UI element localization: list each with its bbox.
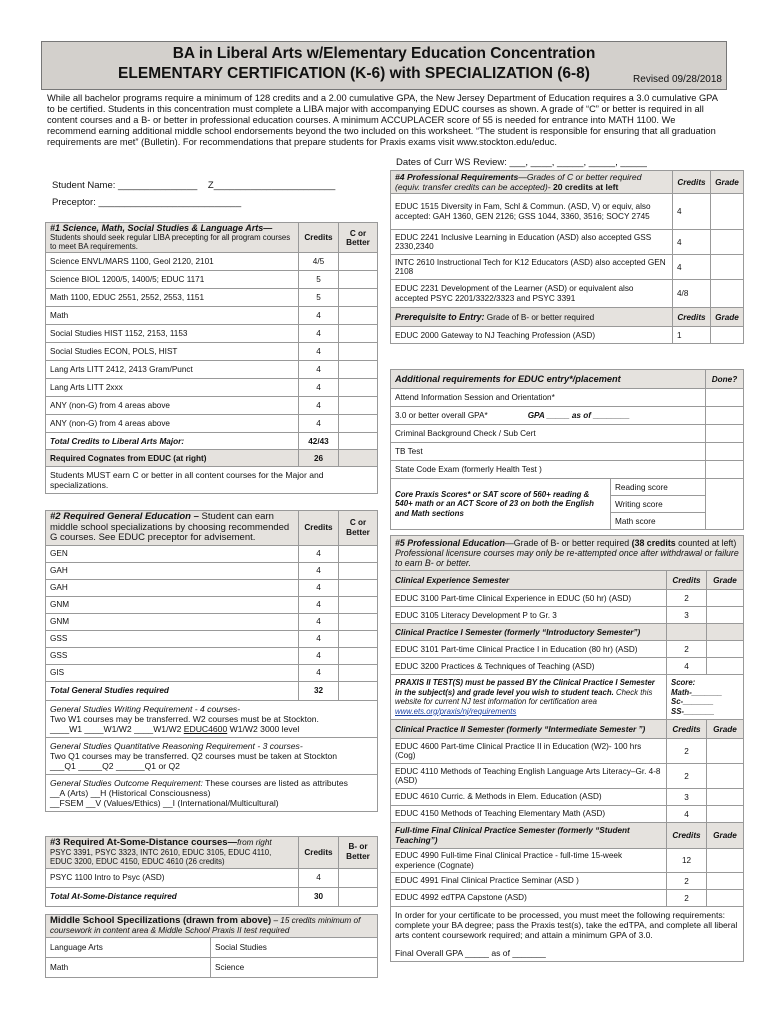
course-name: Lang Arts LITT 2xxx [46, 379, 299, 397]
s1-cognates: 26 [299, 450, 339, 467]
table-row [391, 607, 744, 624]
course-name: GIS [46, 664, 299, 681]
course-name: EDUC 3100 Part-time Clinical Experience in EDUC (50 hr) (ASD) [391, 590, 667, 607]
praxis2-note: PRAXIS II TEST(S) must be passed BY the Clinical Practice I Semester in the subject(s) and grade level you wish to student teach. Check this website for current NJ test information for certification area www.ets.org/praxis/nj/requirements [391, 675, 667, 720]
review-dates: Dates of Curr WS Review: ___, ____, _____, _____, _____ [396, 157, 647, 168]
s1-total: 42/43 [299, 433, 339, 450]
ces-credits-header: Credits [667, 571, 707, 590]
course-credits: 4 [299, 647, 339, 664]
cp2-credits-header: Credits [667, 720, 707, 739]
s3-course: PSYC 1100 Intro to Psyc (ASD) [46, 868, 299, 887]
course-credits: 2 [667, 764, 707, 789]
course-credits: 2 [667, 641, 707, 658]
table-row [391, 658, 744, 675]
grade-cell[interactable] [339, 681, 378, 700]
course-name: GSS [46, 630, 299, 647]
grade-cell[interactable] [707, 607, 744, 624]
s2-credits-header: Credits [299, 511, 339, 546]
course-name: ANY (non-G) from 4 areas above [46, 397, 299, 415]
praxis-link[interactable]: www.ets.org/praxis/nj/requirements [395, 706, 517, 716]
course-name: GEN [46, 545, 299, 562]
done-cell[interactable] [706, 479, 744, 530]
praxis-core: Core Praxis Scores* or SAT score of 560+ reading & 540+ math or an ACT Score of 23 on both the English and Math sections [391, 479, 611, 530]
course-credits: 4 [299, 361, 339, 379]
table-row [46, 630, 378, 647]
table-row [46, 596, 378, 613]
section1-table [45, 222, 378, 494]
course-credits: 4 [673, 230, 711, 255]
done-cell[interactable] [706, 461, 744, 479]
ft-credits-header: Credits [667, 823, 707, 849]
math-score[interactable]: Math score [611, 513, 706, 530]
course-credits: 12 [667, 849, 707, 873]
table-row [46, 415, 378, 433]
add-tb-test: TB Test [391, 443, 706, 461]
section4-table [390, 170, 744, 344]
course-credits: 2 [667, 873, 707, 890]
course-name: Math [46, 307, 299, 325]
course-name: EDUC 2231 Development of the Learner (ASD) or equivalent also accepted PSYC 2201/3322/3323 and PSYC 3391 [391, 280, 673, 308]
s1-cognates-label: Required Cognates from EDUC (at right) [46, 450, 299, 467]
s1-note: Students MUST earn C or better in all content courses for the Major and specializations. [46, 467, 378, 494]
course-name: EDUC 3200 Practices & Techniques of Teaching (ASD) [391, 658, 667, 675]
course-credits: 3 [667, 607, 707, 624]
done-cell[interactable] [706, 389, 744, 407]
table-row [391, 806, 744, 823]
course-name: GNM [46, 613, 299, 630]
grade-cell[interactable] [707, 764, 744, 789]
course-credits: 4 [299, 397, 339, 415]
table-row [391, 739, 744, 764]
course-credits: 4 [667, 806, 707, 823]
grade-cell[interactable] [707, 789, 744, 806]
ms-science: Science [211, 958, 378, 978]
course-name: Science BIOL 1200/5, 1400/5; EDUC 1171 [46, 271, 299, 289]
middle-school-table [45, 914, 378, 978]
final-gpa[interactable]: Final Overall GPA _____ as of _______ [395, 948, 546, 958]
course-credits: 4 [299, 379, 339, 397]
praxis2-scores: Score: Math-_______ Sc-_______ SS-_______ [667, 675, 744, 720]
table-row [46, 271, 378, 289]
final-note: In order for your certificate to be processed, you must meet the following requirements: complete your BA degree; pass the Praxis test(s), take the edTPA, and complete all liberal arts content coursework required; and attain a minimum GPA of 3.0. Final Overall GPA _____ as of _______ [391, 907, 744, 962]
course-credits: 4 [673, 194, 711, 230]
course-name: GNM [46, 596, 299, 613]
course-credits: 4 [299, 613, 339, 630]
grade-cell[interactable] [707, 590, 744, 607]
grade-cell[interactable] [339, 613, 378, 630]
course-name: EDUC 3101 Part-time Clinical Practice I in Education (80 hr) (ASD) [391, 641, 667, 658]
course-name: EDUC 4990 Full-time Final Clinical Practice - full-time 15-week experience (Cognate) [391, 849, 667, 873]
course-name: EDUC 4991 Final Clinical Practice Seminar (ASD ) [391, 873, 667, 890]
course-credits: 3 [667, 789, 707, 806]
course-credits: 2 [667, 890, 707, 907]
table-row [46, 613, 378, 630]
grade-cell[interactable] [339, 379, 378, 397]
additional-req-table [390, 369, 744, 530]
grade-cell[interactable] [707, 641, 744, 658]
s3-credits-header: Credits [299, 837, 339, 869]
s3-credits: 4 [299, 868, 339, 887]
course-credits: 4 [299, 596, 339, 613]
cp1-header: Clinical Practice I Semester (formerly “Introductory Semester”) [391, 624, 667, 641]
grade-cell[interactable] [711, 327, 744, 344]
page-subtitle: ELEMENTARY CERTIFICATION (K-6) with SPECIALIZATION (6-8) [118, 65, 590, 82]
s4-credits-header: Credits [673, 171, 711, 194]
table-row [391, 641, 744, 658]
grade-cell[interactable] [339, 325, 378, 343]
course-name: ANY (non-G) from 4 areas above [46, 415, 299, 433]
grade-cell[interactable] [339, 433, 378, 450]
ces-grade-header: Grade [707, 571, 744, 590]
course-credits: 4 [299, 307, 339, 325]
s5-header: #5 Professional Education—Grade of B- or better required (38 credits counted at left) Professional licensure courses may only be re-attempted once after withdrawal or failure to earn B- or better. [391, 536, 744, 571]
ft-header: Full-time Final Clinical Practice Semester (formerly “Student Teaching”) [391, 823, 667, 849]
grade-cell[interactable] [339, 397, 378, 415]
s2-total: 32 [299, 681, 339, 700]
course-credits: 4 [299, 343, 339, 361]
grade-cell[interactable] [339, 868, 378, 887]
table-row [46, 647, 378, 664]
course-credits: 4 [299, 562, 339, 579]
intro-paragraph: While all bachelor programs require a minimum of 128 credits and a 2.00 cumulative GPA, the New Jersey Department of Education requires a 3.0 cumulative GPA to be certified. Students in this concentration must complete a LIBA major with accompanying EDUC courses as shown. A grade of “C” or better is required in all content courses and a B- or better in professional education courses. A minimum ACCUPLACER score of 55 is needed for entrance into MATH 1100. We recommend earning additional middle school endorsements beyond the two included on this worksheet. “The student is responsible for ensuring that all graduation requirements are met” (Bulletin). For recommendations that prepare students for Praxis exams visit www.stockton.edu/educ. [47, 93, 718, 147]
grade-cell[interactable] [707, 806, 744, 823]
grade-cell[interactable] [339, 562, 378, 579]
done-cell[interactable] [706, 443, 744, 461]
ms-header: Middle School Specilizations (drawn from above) – 15 credits minimum of coursework in content area & Middle School Praxis II test required [46, 915, 378, 938]
s4-header: #4 Professional Requirements—Grades of C or better required (equiv. transfer credits can be accepted)- 20 credits at left [391, 171, 673, 194]
grade-cell[interactable] [711, 194, 744, 230]
prereq-credits: 1 [673, 327, 711, 344]
grade-cell[interactable] [339, 361, 378, 379]
page-title: BA in Liberal Arts w/Elementary Education Concentration [172, 45, 596, 62]
table-row [46, 545, 378, 562]
grade-cell[interactable] [711, 280, 744, 308]
header-box [41, 41, 727, 90]
course-name: EDUC 4610 Curric. & Methods in Elem. Education (ASD) [391, 789, 667, 806]
grade-cell[interactable] [339, 647, 378, 664]
table-row [391, 789, 744, 806]
prereq-grade-header: Grade [711, 308, 744, 327]
course-credits: 4 [667, 658, 707, 675]
course-name: GAH [46, 579, 299, 596]
course-name: EDUC 4992 edTPA Capstone (ASD) [391, 890, 667, 907]
ms-language-arts: Language Arts [46, 938, 211, 958]
table-row [46, 664, 378, 681]
course-credits: 4 [299, 630, 339, 647]
course-credits: 4/5 [299, 253, 339, 271]
grade-cell[interactable] [707, 849, 744, 873]
done-header: Done? [706, 370, 744, 389]
s3-header: #3 Required At-Some-Distance courses—from right PSYC 3391, PSYC 3323, INTC 2610, EDUC 3105, EDUC 4110, EDUC 3200, EDUC 4150, EDUC 4610 (26 credits) [46, 837, 299, 869]
course-name: EDUC 3105 Literacy Development P to Gr. 3 [391, 607, 667, 624]
course-credits: 5 [299, 271, 339, 289]
s4-grade-header: Grade [711, 171, 744, 194]
course-credits: 4/8 [673, 280, 711, 308]
reading-score[interactable]: Reading score [611, 479, 706, 496]
course-credits: 4 [299, 415, 339, 433]
grade-cell[interactable] [707, 658, 744, 675]
s1-credits-header: Credits [299, 223, 339, 253]
grade-cell[interactable] [339, 415, 378, 433]
grade-cell[interactable] [707, 873, 744, 890]
course-credits: 4 [299, 664, 339, 681]
ms-social-studies: Social Studies [211, 938, 378, 958]
preceptor-field[interactable]: Preceptor: ___________________________ [52, 197, 242, 208]
course-name: GSS [46, 647, 299, 664]
done-cell[interactable] [706, 407, 744, 425]
add-state-code: State Code Exam (formerly Health Test ) [391, 461, 706, 479]
section2-table [45, 510, 378, 812]
table-row [391, 890, 744, 907]
table-row [46, 325, 378, 343]
writing-req: General Studies Writing Requirement - 4 courses- Two W1 courses may be transferred. W2 courses must be at Stockton. ____W1 ____W1/W2 ____W1/W2 EDUC4600 W1/W2 3000 level [46, 700, 378, 737]
course-credits: 5 [299, 289, 339, 307]
s2-header: #2 Required General Education – Student can earn middle school specializations by choosing recommended G courses. See EDUC preceptor for advisement. [46, 511, 299, 546]
table-row [391, 230, 744, 255]
course-credits: 4 [299, 579, 339, 596]
student-name-field[interactable]: Student Name: _______________ [52, 180, 198, 191]
s3-total: 30 [299, 887, 339, 906]
prereq-credits-header: Credits [673, 308, 711, 327]
table-row [391, 280, 744, 308]
course-name: INTC 2610 Instructional Tech for K12 Educators (ASD) also accepted GEN 2108 [391, 255, 673, 280]
table-row [46, 361, 378, 379]
s1-total-label: Total Credits to Liberal Arts Major: [46, 433, 299, 450]
table-row [46, 562, 378, 579]
ces-header: Clinical Experience Semester [391, 571, 667, 590]
course-credits: 4 [673, 255, 711, 280]
table-row [46, 343, 378, 361]
course-name: EDUC 2241 Inclusive Learning in Education (ASD) also accepted GSS 2330,2340 [391, 230, 673, 255]
cp2-header: Clinical Practice II Semester (formerly “Intermediate Semester ”) [391, 720, 667, 739]
course-name: GAH [46, 562, 299, 579]
additional-header: Additional requirements for EDUC entry*/placement [391, 370, 706, 389]
grade-cell[interactable] [339, 596, 378, 613]
prereq-course: EDUC 2000 Gateway to NJ Teaching Profession (ASD) [391, 327, 673, 344]
table-row [391, 764, 744, 789]
prereq-header: Prerequisite to Entry: Grade of B- or better required [391, 308, 673, 327]
s2-total-label: Total General Studies required [46, 681, 299, 700]
done-cell[interactable] [706, 425, 744, 443]
table-row [46, 579, 378, 596]
ft-grade-header: Grade [707, 823, 744, 849]
course-name: EDUC 4110 Methods of Teaching English Language Arts Literacy–Gr. 4-8 (ASD) [391, 764, 667, 789]
table-row [46, 307, 378, 325]
grade-cell[interactable] [707, 739, 744, 764]
course-name: Math 1100, EDUC 2551, 2552, 2553, 1151 [46, 289, 299, 307]
course-name: EDUC 4150 Methods of Teaching Elementary Math (ASD) [391, 806, 667, 823]
table-row [391, 849, 744, 873]
table-row [46, 289, 378, 307]
grade-cell[interactable] [339, 630, 378, 647]
course-credits: 2 [667, 739, 707, 764]
grade-cell[interactable] [339, 307, 378, 325]
s2-grade-header: C or Better [339, 511, 378, 546]
student-z-field[interactable]: Z_______________________ [207, 180, 336, 191]
quant-req: General Studies Quantitative Reasoning Requirement - 3 courses- Two Q1 courses may be transferred. Q2 courses must be taken at Stockton ___Q1 _____Q2 ______Q1 or Q2 [46, 737, 378, 774]
s1-header: #1 Science, Math, Social Studies & Language Arts— Students should seek regular LIBA precepting for all program courses to meet BA requirements. [46, 223, 299, 253]
student-info [52, 180, 335, 208]
grade-cell[interactable] [339, 289, 378, 307]
revised-date: Revised 09/28/2018 [633, 74, 722, 85]
writing-score[interactable]: Writing score [611, 496, 706, 513]
s3-grade-header: B- or Better [339, 837, 378, 869]
table-row [46, 253, 378, 271]
course-credits: 2 [667, 590, 707, 607]
course-credits: 4 [299, 545, 339, 562]
add-gpa: 3.0 or better overall GPA* GPA _____ as of ________ [391, 407, 706, 425]
table-row [391, 590, 744, 607]
course-name: EDUC 4600 Part-time Clinical Practice II in Education (W2)- 100 hrs (Cog) [391, 739, 667, 764]
s1-grade-header: C or Better [339, 223, 378, 253]
table-row [391, 873, 744, 890]
course-name: Science ENVL/MARS 1100, Geol 2120, 2101 [46, 253, 299, 271]
grade-cell[interactable] [339, 271, 378, 289]
section5-table [390, 535, 744, 962]
course-name: Social Studies HIST 1152, 2153, 1153 [46, 325, 299, 343]
grade-cell[interactable] [339, 664, 378, 681]
course-name: Social Studies ECON, POLS, HIST [46, 343, 299, 361]
grade-cell[interactable] [339, 343, 378, 361]
table-row [46, 397, 378, 415]
outcome-req: General Studies Outcome Requirement: These courses are listed as attributes __A (Arts) __H (Historical Consciousness) __FSEM __V (Values/Ethics) __I (International/Multicultural) [46, 774, 378, 811]
course-name: Lang Arts LITT 2412, 2413 Gram/Punct [46, 361, 299, 379]
course-name: EDUC 1515 Diversity in Fam, Schl & Commun. (ASD, V) or equiv, also accepted: GAH 1360, GEN 2126; GSS 1044, 3360, 3516; SOCY 2745 [391, 194, 673, 230]
grade-cell[interactable] [711, 230, 744, 255]
grade-cell[interactable] [711, 255, 744, 280]
grade-cell[interactable] [339, 253, 378, 271]
table-row [46, 379, 378, 397]
grade-cell[interactable] [339, 545, 378, 562]
ms-math: Math [46, 958, 211, 978]
table-row [391, 255, 744, 280]
section3-table [45, 836, 378, 907]
add-background: Criminal Background Check / Sub Cert [391, 425, 706, 443]
add-orientation: Attend Information Session and Orientation* [391, 389, 706, 407]
grade-cell[interactable] [707, 890, 744, 907]
table-row [391, 194, 744, 230]
s3-total-label: Total At-Some-Distance required [46, 887, 299, 906]
course-credits: 4 [299, 325, 339, 343]
grade-cell[interactable] [339, 579, 378, 596]
cp2-grade-header: Grade [707, 720, 744, 739]
